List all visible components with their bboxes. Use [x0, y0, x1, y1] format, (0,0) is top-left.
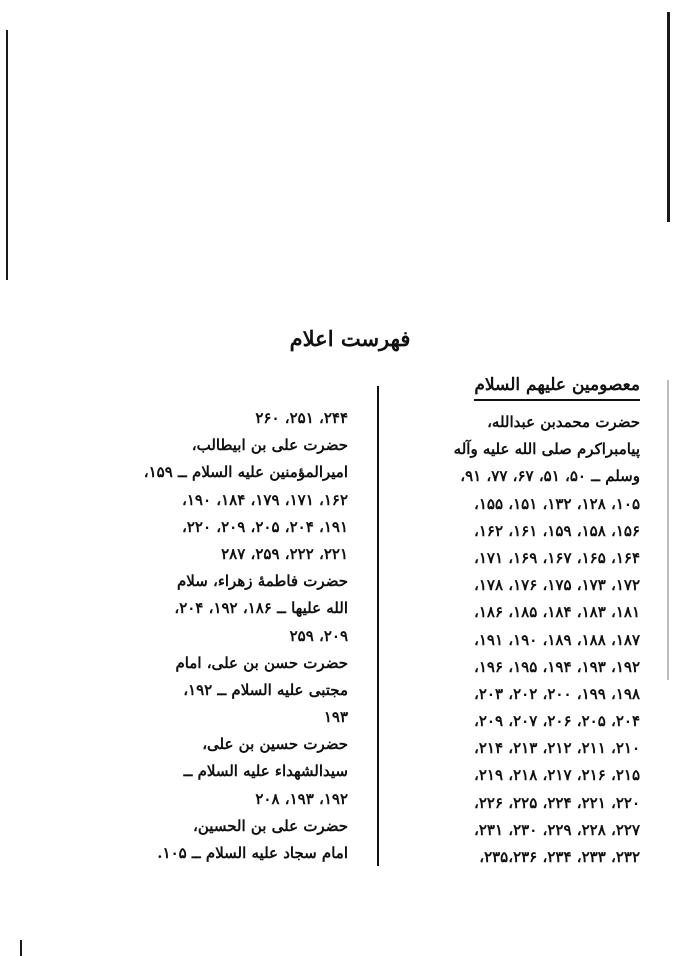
scan-edge-right	[667, 12, 670, 222]
index-line: ۲۰۹، ۲۵۹	[289, 626, 348, 645]
index-line: ۲۱۰، ۲۱۱، ۲۱۲، ۲۱۳، ۲۱۴،	[473, 739, 640, 758]
index-line: ۲۲۷، ۲۲۸، ۲۲۹، ۲۳۰، ۲۳۱،	[473, 820, 640, 839]
index-line: ۱۸۱، ۱۸۳، ۱۸۴، ۱۸۵، ۱۸۶،	[473, 603, 640, 622]
index-line: ۱۵۶، ۱۵۸، ۱۵۹، ۱۶۱، ۱۶۲،	[473, 521, 640, 540]
index-line: الله علیها ــ ۱۸۶، ۱۹۲، ۲۰۴،	[174, 599, 348, 618]
index-line: پیامبراکرم صلی الله علیه وآله	[453, 440, 640, 459]
index-line: ۱۹۱، ۲۰۴، ۲۰۵، ۲۰۹، ۲۲۰،	[181, 517, 348, 536]
index-line: ۱۰۵، ۱۲۸، ۱۳۲، ۱۵۱، ۱۵۵،	[473, 494, 640, 513]
index-line: ۲۱۵، ۲۱۶، ۲۱۷، ۲۱۸، ۲۱۹،	[473, 766, 640, 785]
page-title: فهرست اعلام	[289, 326, 411, 351]
index-line: ۱۹۲، ۱۹۳، ۲۰۸	[255, 789, 348, 808]
index-line: حضرت حسین بن علی،	[202, 735, 348, 754]
index-line: مجتبی علیه السلام ــ ۱۹۲،	[183, 680, 348, 699]
index-line: ۱۹۸، ۱۹۹، ۲۰۰، ۲۰۲، ۲۰۳،	[473, 684, 640, 703]
index-column-left	[78, 405, 348, 867]
index-line: ۲۳۲، ۲۳۳، ۲۳۴، ۲۳۵،۲۳۶،	[479, 848, 640, 866]
index-line: ۲۴۴، ۲۵۱، ۲۶۰	[255, 409, 348, 427]
scan-edge-bottom	[20, 940, 22, 956]
index-line: امیرالمؤمنین علیه السلام ــ ۱۵۹،	[143, 463, 348, 482]
section-heading-wrap	[382, 372, 640, 409]
index-line: ۱۶۲، ۱۷۱، ۱۷۹، ۱۸۴، ۱۹۰،	[181, 490, 348, 509]
index-line: حضرت فاطمهٔ زهراء، سلام	[176, 572, 348, 591]
index-line: ۱۶۴، ۱۶۵، ۱۶۷، ۱۶۹، ۱۷۱،	[473, 548, 640, 567]
index-line: حضرت حسن بن علی، امام	[175, 653, 348, 672]
index-line: ۲۲۱، ۲۲۲، ۲۵۹، ۲۸۷	[221, 544, 348, 563]
index-line: حضرت علی بن الحسین،	[193, 816, 348, 835]
scan-edge-right-lower	[667, 380, 669, 680]
index-line: ۱۹۲، ۱۹۳، ۱۹۴، ۱۹۵، ۱۹۶،	[473, 657, 640, 676]
column-divider	[377, 386, 379, 866]
index-line: سیدالشهداء علیه السلام ــ	[183, 762, 348, 781]
index-column-right	[382, 372, 640, 871]
index-line: ۱۸۷، ۱۸۸، ۱۸۹، ۱۹۰، ۱۹۱،	[473, 630, 640, 649]
index-line: ۲۰۴، ۲۰۵، ۲۰۶، ۲۰۷، ۲۰۹،	[473, 712, 640, 731]
index-line: حضرت علی بن ابیطالب،	[191, 436, 348, 455]
section-heading: معصومین علیهم السلام	[474, 372, 640, 401]
index-line: وسلم ــ ۵۰، ۵۱، ۶۷، ۷۷، ۹۱،	[460, 467, 640, 486]
index-line: ۱۷۲، ۱۷۳، ۱۷۵، ۱۷۶، ۱۷۸،	[473, 576, 640, 595]
index-line: امام سجاد علیه السلام ــ ۱۰۵.	[157, 844, 348, 862]
index-line: ۱۹۳	[323, 708, 348, 727]
index-line: حضرت محمدبن عبدالله،	[487, 413, 640, 431]
index-line: ۲۲۰، ۲۲۱، ۲۲۴، ۲۲۵، ۲۲۶،	[473, 793, 640, 812]
scan-edge-left	[6, 30, 8, 280]
